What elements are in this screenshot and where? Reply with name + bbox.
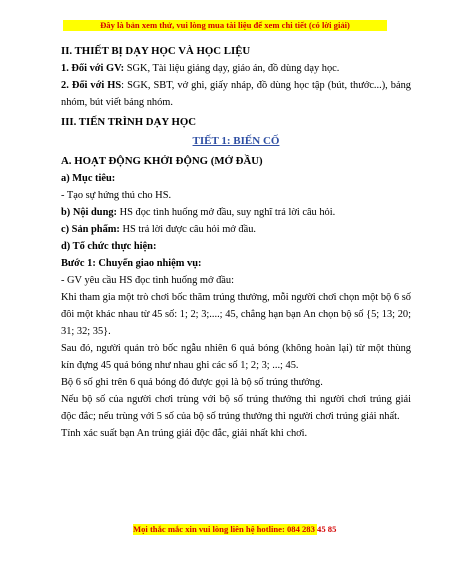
teacher-text: SGK, Tài liệu giảng dạy, giáo án, đồ dùng dạy học. xyxy=(124,63,340,74)
organization-label: d) Tổ chức thực hiện: xyxy=(61,241,157,252)
content-text: HS đọc tình huống mở đầu, suy nghĩ trả lời câu hỏi. xyxy=(117,207,336,218)
preview-notice-banner: Đây là bản xem thử, vui lòng mua tài liệu để xem chi tiết (có lời giải) xyxy=(63,20,387,31)
content-line xyxy=(61,204,411,221)
paragraph-4: Nếu bộ số của người chơi trùng với bộ số trúng thưởng thì người chơi trúng giải độc đắc; nếu trùng với 5 số của bộ số trúng thưởng thì người chơi trúng giải nhất. xyxy=(61,394,411,422)
step1-intro: - GV yêu cầu HS đọc tình huống mở đầu: xyxy=(61,275,234,286)
content-label: b) Nội dung: xyxy=(61,207,118,218)
student-label: 2. Đối với HS xyxy=(61,80,122,91)
paragraph-1: Khi tham gia một trò chơi bốc thăm trúng thưởng, mỗi người chơi chọn một bộ 6 số đôi một khác nhau từ 45 số: 1; 2; 3;....; 45, chẳng hạn bạn An chọn bộ số {5; 13; 20; 31; 32; 35}. xyxy=(61,292,411,337)
student-materials xyxy=(61,77,411,111)
paragraph-5: Tính xác suất bạn An trúng giải độc đắc, giải nhất khi chơi. xyxy=(61,428,308,439)
section-heading-process: III. TIẾN TRÌNH DẠY HỌC xyxy=(61,116,197,128)
teacher-materials xyxy=(61,60,411,77)
product-line xyxy=(61,221,411,238)
objective-label: a) Mục tiêu: xyxy=(61,173,116,184)
objective-text: - Tạo sự hứng thú cho HS. xyxy=(61,190,172,201)
student-text: : SGK, SBT, vở ghi, giấy nháp, đồ dùng học tập (bút, thước...), bảng nhóm, bút viết bảng nhóm. xyxy=(61,80,412,108)
paragraph-2: Sau đó, người quản trò bốc ngẫu nhiên 6 quả bóng (không hoàn lại) từ một thùng kín đựng 45 quả bóng như nhau ghi các số 1; 2; 3; ...; 45. xyxy=(61,343,411,371)
teacher-label: 1. Đối với GV: xyxy=(61,63,125,74)
product-label: c) Sản phẩm: xyxy=(61,224,120,235)
product-text: HS trả lời được câu hỏi mở đầu. xyxy=(119,224,256,235)
hotline-banner: Mọi thắc mắc xin vui lòng liên hệ hotline: 084 283 45 85 xyxy=(133,524,337,534)
activity-heading: A. HOẠT ĐỘNG KHỞI ĐỘNG (MỞ ĐẦU) xyxy=(61,155,263,167)
lesson-title: TIẾT 1: BIẾN CỐ xyxy=(192,135,280,147)
paragraph-3: Bộ 6 số ghi trên 6 quả bóng đó được gọi là bộ số trúng thưởng. xyxy=(61,377,323,388)
section-heading-equipment: II. THIẾT BỊ DẠY HỌC VÀ HỌC LIỆU xyxy=(61,45,251,57)
step1-label: Bước 1: Chuyển giao nhiệm vụ: xyxy=(61,258,202,269)
document-body xyxy=(61,40,411,442)
